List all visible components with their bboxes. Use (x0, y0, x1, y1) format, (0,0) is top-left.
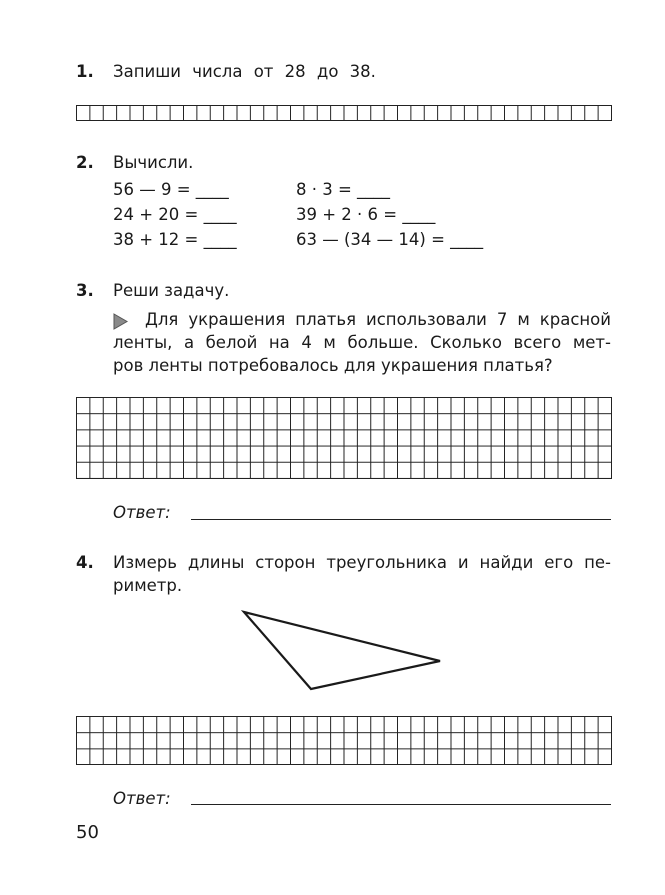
task2-expr-left-1: 56 — 9 = ____ (113, 180, 229, 199)
task3-number: 3. (76, 281, 94, 300)
task2-number: 2. (76, 153, 94, 172)
task2-expr-left-3: 38 + 12 = ____ (113, 230, 237, 249)
triangle-figure (240, 608, 446, 694)
task4-number: 4. (76, 553, 94, 572)
task3-title: Реши задачу. (113, 281, 230, 300)
task3-problem-line-1: Для украшения платья использовали 7 м красной (145, 310, 611, 329)
task1-number: 1. (76, 62, 94, 81)
task3-problem-line-3: ров ленты потребовалось для украшения платья? (113, 356, 553, 375)
play-triangle-icon (112, 313, 129, 330)
task1-text: Запиши числа от 28 до 38. (113, 62, 376, 81)
task4-text-line-2: риметр. (113, 576, 183, 595)
task3-problem-line-2: ленты, а белой на 4 м больше. Сколько всего мет- (113, 333, 611, 352)
task3-answer-line[interactable] (191, 519, 611, 520)
task2-expr-right-1: 8 · 3 = ____ (296, 180, 391, 199)
task3-answer-label: Ответ: (113, 503, 171, 522)
task2-expr-right-2: 39 + 2 · 6 = ____ (296, 205, 436, 224)
task2-title: Вычисли. (113, 153, 194, 172)
task1-answer-grid[interactable] (76, 105, 612, 121)
page-number: 50 (76, 822, 99, 843)
task4-answer-label: Ответ: (113, 789, 171, 808)
task2-expr-left-2: 24 + 20 = ____ (113, 205, 237, 224)
task3-solution-grid[interactable] (76, 397, 612, 479)
task4-text-line-1: Измерь длины сторон треугольника и найди его пе- (113, 553, 611, 572)
task4-solution-grid[interactable] (76, 716, 612, 765)
task4-answer-line[interactable] (191, 804, 611, 805)
task2-expr-right-3: 63 — (34 — 14) = ____ (296, 230, 484, 249)
